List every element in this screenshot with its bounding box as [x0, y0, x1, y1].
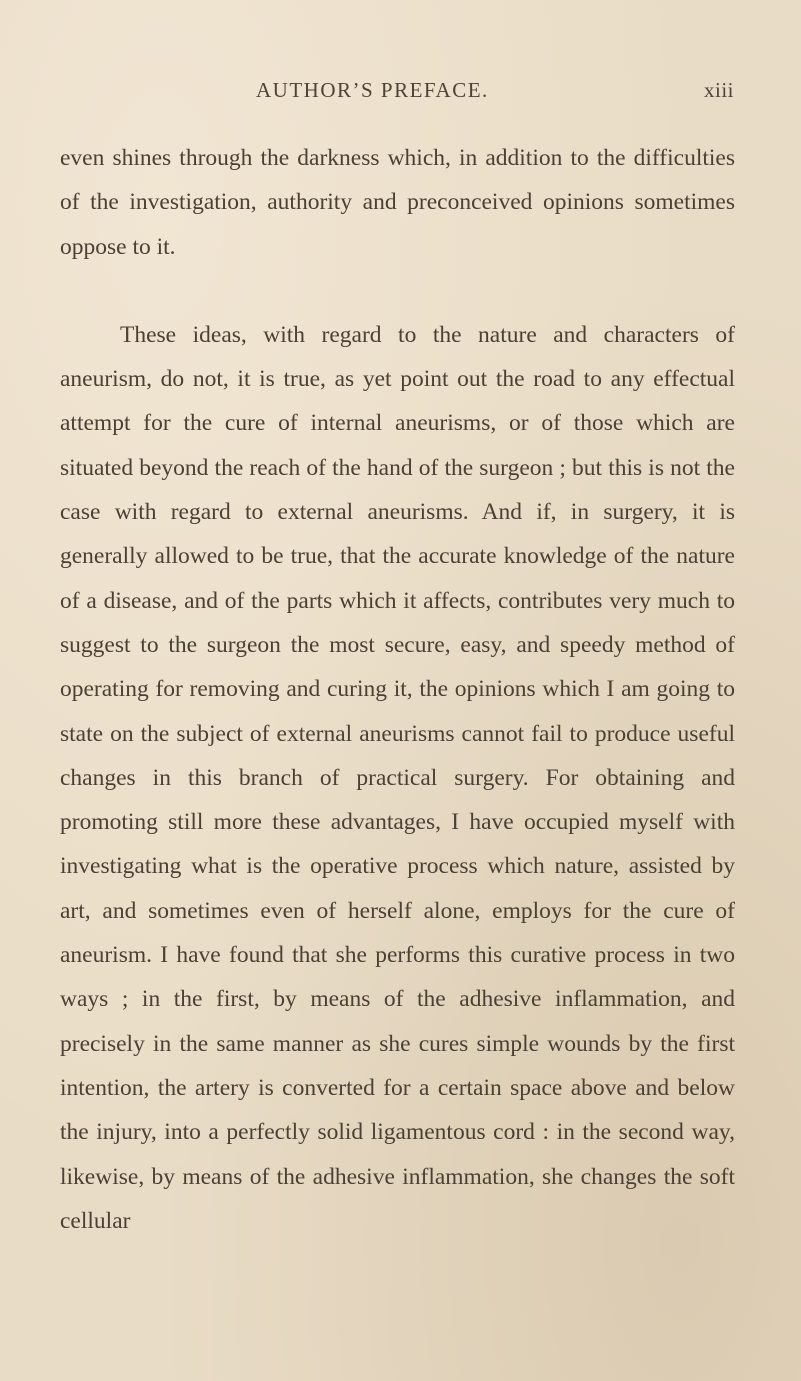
paragraph-continuation: even shines through the darkness which, in addition to the difficulties of the investigation, authority and preconceived opinions sometimes oppose to it.	[60, 145, 735, 260]
running-header	[0, 78, 801, 118]
paragraph: These ideas, with regard to the nature and characters of aneurism, do not, it is true, as yet point out the road to any effectual attempt for the cure of internal aneurisms, or of those which are situated beyond the reach of the hand of the surgeon ; but this is not the case with regard to external aneurisms. And if, in surgery, it is generally allowed to be true, that the accurate knowledge of the nature of a disease, and of the parts which it affects, contributes very much to suggest to the surgeon the most secure, easy, and speedy method of operating for removing and curing it, the opinions which I am going to state on the subject of external aneurisms cannot fail to produce useful changes in this branch of practical surgery. For obtaining and promoting still more these advantages, I have occupied myself with investigating what is the operative process which nature, assisted by art, and sometimes even of herself alone, employs for the cure of aneurism. I have found that she performs this curative process in two ways ; in the first, by means of the adhesive inflammation, and precisely in the same manner as she cures simple wounds by the first intention, the artery is converted for a certain space above and below the injury, into a perfectly solid ligamentous cord : in the second way, likewise, by means of the adhesive inflammation, she changes the soft cellular	[60, 321, 735, 1234]
page-number: xiii	[704, 78, 735, 102]
body-text	[60, 136, 735, 1243]
running-title: AUTHOR’S PREFACE.	[256, 78, 489, 102]
